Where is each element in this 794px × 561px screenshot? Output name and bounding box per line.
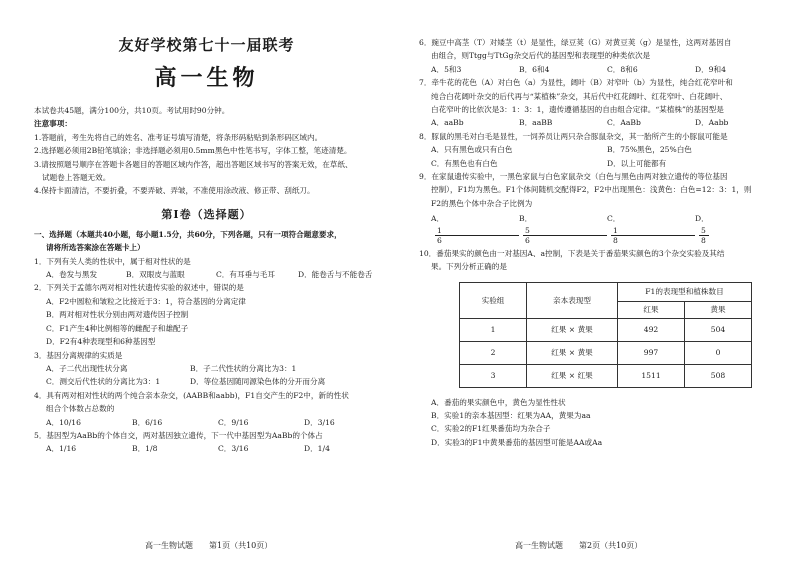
question-4-options xyxy=(34,416,379,429)
question-6-options xyxy=(419,63,772,76)
option: A．F2中圆粒和皱粒之比接近于3：1，符合基因的分离定律 xyxy=(46,296,246,306)
question-7-stem: 7．牵牛花的花色（A）对白色（a）为显性，阔叶（B）对窄叶（b）为显性，纯合红花窄叶和 xyxy=(419,78,733,88)
page-footer: 高一生物试题 第1页（共10页） xyxy=(145,541,273,550)
table-cell: 2 xyxy=(460,341,527,364)
question-10-stem: 果。下列分析正确的是 xyxy=(431,262,507,272)
question-7-options xyxy=(419,116,772,129)
page-2 xyxy=(397,0,794,561)
section-instruction: 请将所选答案涂在答题卡上） xyxy=(46,243,145,253)
table-cell: 红果 × 红果 xyxy=(527,364,618,387)
option: A．1/16 xyxy=(46,444,77,454)
table-header: 黄果 xyxy=(685,301,752,318)
option: D．能卷舌与不能卷舌 xyxy=(298,270,373,280)
table-header: 实验组 xyxy=(460,282,527,318)
option: B．1/8 xyxy=(132,444,158,454)
table-cell: 997 xyxy=(618,341,685,364)
cross-results-table xyxy=(459,282,752,388)
option: B．6和4 xyxy=(519,64,550,74)
option: C．有耳垂与毛耳 xyxy=(216,270,275,280)
question-3-stem: 3．基因分离规律的实质是 xyxy=(34,350,123,360)
option: C．AaBb xyxy=(607,118,641,128)
option xyxy=(431,212,519,244)
question-8-stem: 8．豚鼠的黑毛对白毛是显性，一饲养员让两只杂合豚鼠杂交，其一胎所产生的小豚鼠可能是 xyxy=(419,131,728,141)
fraction xyxy=(435,226,519,245)
question-8-options-row1 xyxy=(419,143,772,156)
question-10-stem: 10．番茄果实的颜色由一对基因A、a控制，下表是关于番茄果实颜色的3个杂交实验及其结 xyxy=(419,248,725,258)
table-cell: 3 xyxy=(460,364,527,387)
option-label: D． xyxy=(695,214,709,224)
option: B．6/16 xyxy=(132,417,163,427)
option: A．子二代出现性状分离 xyxy=(46,363,128,373)
notice-line: 2.选择题必须用2B铅笔填涂；非选择题必须用0.5mm黑色中性笔书写，字体工整，笔迹清楚。 xyxy=(34,146,352,156)
question-9-options xyxy=(419,210,772,246)
denominator: 8 xyxy=(701,235,706,245)
question-2-stem: 2．下列关于孟德尔两对相对性状遗传实验的叙述中，错误的是 xyxy=(34,283,244,293)
notice-line: 3.请按照题号顺序在答题卡各题目的答题区域内作答，超出答题区域书写的答案无效，在草纸、 xyxy=(34,159,353,169)
numerator: 1 xyxy=(435,226,519,236)
question-5-stem: 5．基因型为AaBb的个体自交，两对基因独立遗传，下一代中基因型为AaBb的个体占 xyxy=(34,430,323,440)
exam-title: 友好学校第七十一届联考 xyxy=(118,36,295,54)
table-row xyxy=(460,364,752,387)
fraction xyxy=(699,226,709,245)
section-heading: 第Ⅰ卷（选择题） xyxy=(161,207,252,221)
option-label: C． xyxy=(607,214,621,224)
table-header: 红果 xyxy=(618,301,685,318)
option: B．两对相对性状分别由两对遗传因子控制 xyxy=(46,310,189,320)
question-4-stem: 4．具有两对相对性状的两个纯合亲本杂交，(AABB和aabb)，F1自交产生的F2中，新的性状 xyxy=(34,390,349,400)
table-cell: 1 xyxy=(460,318,527,341)
table-cell: 红果 × 黄果 xyxy=(527,341,618,364)
table-cell: 0 xyxy=(685,341,752,364)
option-label: B． xyxy=(519,214,533,224)
option: D．9和4 xyxy=(695,64,726,74)
fraction xyxy=(611,226,695,245)
option: D．实验3的F1中黄果番茄的基因型可能是AA或Aa xyxy=(431,437,603,447)
option: B．双眼皮与蓝眼 xyxy=(126,270,185,280)
question-3-options-row2 xyxy=(34,375,379,388)
option: C．3/16 xyxy=(218,444,249,454)
numerator: 5 xyxy=(523,226,607,236)
table-cell: 1511 xyxy=(618,364,685,387)
table-row xyxy=(460,318,752,341)
exam-intro: 本试卷共45题，满分100分，共10页。考试用时90分钟。 xyxy=(34,106,230,115)
denominator: 6 xyxy=(525,235,530,245)
option: A．aaBb xyxy=(431,118,464,128)
notice-line: 4.保持卡面清洁，不要折叠，不要弄破、弄皱，不准使用涂改液、修正带、刮纸刀。 xyxy=(34,186,315,196)
option: B．实验1的亲本基因型：红果为AA，黄果为aa xyxy=(431,410,591,420)
option: D．1/4 xyxy=(304,444,330,454)
subject-title: 高一生物 xyxy=(154,65,259,91)
table-header: 亲本表现型 xyxy=(527,282,618,318)
question-1-options xyxy=(34,268,379,281)
question-6-stem: 由组合，则Ttgg与TtGg杂交后代的基因型和表现型的种类依次是 xyxy=(431,51,651,61)
option xyxy=(695,212,709,244)
option: A．番茄的果实颜色中，黄色为显性性状 xyxy=(431,397,566,407)
table-cell: 492 xyxy=(618,318,685,341)
option: B．aaBB xyxy=(519,118,553,128)
question-6-stem: 6．豌豆中高茎（T）对矮茎（t）是显性，绿豆荚（G）对黄豆荚（g）是显性，这两对基因自 xyxy=(419,38,732,47)
option-label: A． xyxy=(431,214,445,224)
question-3-options-row1 xyxy=(34,362,379,375)
numerator: 1 xyxy=(611,226,695,236)
option: C．有黑色也有白色 xyxy=(431,158,498,168)
notice-line: 1.答题前，考生先将自己的姓名、准考证号填写清楚，将条形码粘贴到条形码区域内。 xyxy=(34,132,323,142)
table-header: F1的表现型和植株数目 xyxy=(618,282,752,301)
denominator: 8 xyxy=(613,235,618,245)
option: C．测交后代性状的分离比为3：1 xyxy=(46,377,161,387)
option: C．8和6 xyxy=(607,64,638,74)
question-7-stem: 纯合白花阔叶杂交的后代再与“某植株”杂交，其后代中红花阔叶、红花窄叶、白花阔叶、 xyxy=(431,91,728,101)
option: D．以上可能都有 xyxy=(607,158,667,168)
table-cell: 508 xyxy=(685,364,752,387)
question-8-options-row2 xyxy=(419,157,772,170)
question-9-stem: F2的黑色个体中杂合子比例为 xyxy=(431,198,533,208)
option: D．等位基因随同源染色体的分开而分离 xyxy=(190,377,326,387)
option: A．10/16 xyxy=(46,417,81,427)
table-cell: 红果 × 黄果 xyxy=(527,318,618,341)
option xyxy=(607,212,695,244)
page-footer: 高一生物试题 第2页（共10页） xyxy=(515,541,643,550)
numerator: 5 xyxy=(699,226,709,236)
option: C．F1产生4种比例相等的雌配子和雄配子 xyxy=(46,323,189,333)
option: D．3/16 xyxy=(304,417,335,427)
option: B．75%黑色，25%白色 xyxy=(607,145,692,155)
question-4-stem: 组合个体数占总数的 xyxy=(46,404,115,414)
option: A．只有黑色或只有白色 xyxy=(431,145,513,155)
table-cell: 504 xyxy=(685,318,752,341)
option: D．F2有4种表现型和6种基因型 xyxy=(46,337,156,347)
option: C．9/16 xyxy=(218,417,249,427)
notice-line: 试题卷上答题无效。 xyxy=(42,173,111,183)
fraction xyxy=(523,226,607,245)
denominator: 6 xyxy=(437,235,442,245)
notice-heading: 注意事项： xyxy=(34,119,72,129)
option: A．卷发与黑发 xyxy=(46,270,98,280)
option: C．实验2的F1红果番茄均为杂合子 xyxy=(431,424,551,434)
option: D．Aabb xyxy=(695,118,729,128)
question-7-stem: 白花窄叶的比依次是3：1：3：1，遗传遵循基因的自由组合定律。“某植株”的基因型是 xyxy=(431,105,724,115)
option: B．子二代性状的分离比为3：1 xyxy=(190,363,297,373)
table-row xyxy=(460,341,752,364)
option: A．5和3 xyxy=(431,64,462,74)
option xyxy=(519,212,607,244)
question-5-options xyxy=(34,442,379,455)
question-9-stem: 9．在家鼠遗传实验中，一黑色家鼠与白色家鼠杂交（白色与黑色由两对独立遗传的等位基因 xyxy=(419,172,728,182)
question-1-stem: 1．下列有关人类的性状中，属于相对性状的是 xyxy=(34,256,191,266)
section-instruction: 一、选择题（本题共40小题，每小题1.5分，共60分，下列各题，只有一项符合题意要求， xyxy=(34,229,342,239)
question-9-stem: 控制），F1均为黑色。F1个体间随机交配得F2，F2中出现黑色：浅黄色：白色=12：3：1，则 xyxy=(431,185,752,195)
